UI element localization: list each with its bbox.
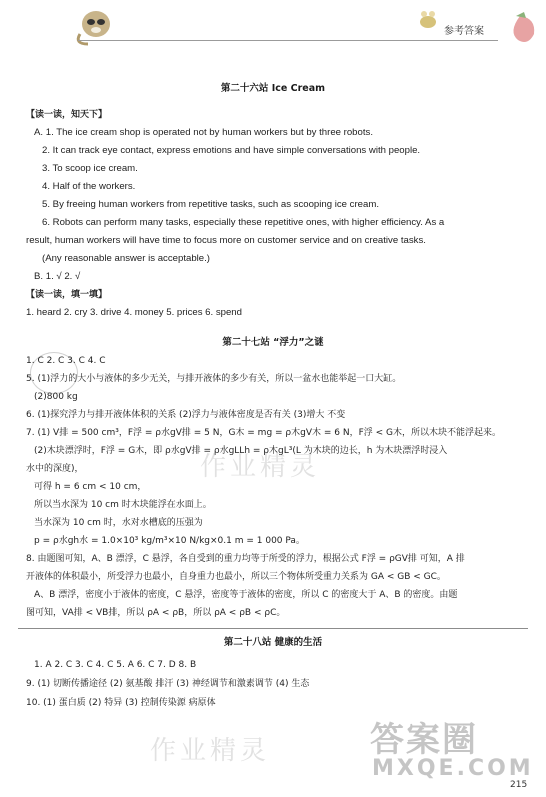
bottom-watermark: 作业精灵 <box>150 736 271 766</box>
s27-line-1: 1. C 2. C 3. C 4. C <box>26 356 106 366</box>
s27-line-6: (2)木块漂浮时，F浮 = G木，即 ρ水gV排 = ρ水gLLh = ρ木gL³(L 为木块的边长，h 为木块漂浮时浸入 <box>34 446 448 456</box>
corner-logo-bottom: MXQE.COM <box>372 756 534 781</box>
s27-line-14: A、B 漂浮，密度小于液体的密度，C 悬浮，密度等于液体的密度，所以 C 的密度大于 A、B 的密度。由题 <box>34 590 458 600</box>
section-28-title: 第二十八站 健康的生活 <box>223 637 323 648</box>
answer-a-2: 2. It can track eye contact, express emotions and have simple conversations with people. <box>42 145 421 156</box>
strawberry-icon <box>513 12 534 42</box>
s28-line-1: 1. A 2. C 3. C 4. C 5. A 6. C 7. D 8. B <box>34 660 197 670</box>
answer-a-1: A. 1. The ice cream shop is operated not by human workers but by three robots. <box>34 127 373 138</box>
s28-line-3: 10. (1) 蛋白质 (2) 特异 (3) 控制传染源 病原体 <box>26 698 216 708</box>
section-divider <box>18 628 528 629</box>
s27-line-9: 所以当水深为 10 cm 时木块能浮在水面上。 <box>34 500 212 510</box>
page-number: 215 <box>510 780 528 790</box>
s27-line-15: 图可知，VA排 < VB排，所以 ρA < ρB，所以 ρA < ρB < ρC。 <box>26 608 286 618</box>
s27-line-2: 5. (1)浮力的大小与液体的多少无关，与排开液体的多少有关，所以一盆水也能举起一口大缸。 <box>26 374 402 384</box>
answer-a-4: 4. Half of the workers. <box>42 181 136 192</box>
corner-logo-top: 答案圈 <box>370 720 478 760</box>
center-watermark: 作业精灵 <box>200 452 321 482</box>
answer-a-note: (Any reasonable answer is acceptable.) <box>42 253 210 264</box>
section-26-title: 第二十六站 Ice Cream <box>220 83 326 94</box>
s27-line-4: 6. (1)探究浮力与排开液体体积的关系 (2)浮力与液体密度是否有关 (3)增大 不变 <box>26 410 346 420</box>
section-27-title: 第二十七站 “浮力”之谜 <box>222 337 324 348</box>
header-title: 参考答案 <box>444 26 484 37</box>
bee-icon <box>420 11 436 28</box>
s27-line-12: 8. 由题图可知，A、B 漂浮，C 悬浮，各自受到的重力均等于所受的浮力，根据公式 F浮 = ρGV排 可知，A 排 <box>26 554 465 564</box>
s27-line-7: 水中的深度)， <box>26 464 84 474</box>
s28-line-2: 9. (1) 切断传播途径 (2) 氨基酸 排汗 (3) 神经调节和激素调节 (4) 生态 <box>26 679 310 689</box>
s27-line-8: 可得 h = 6 cm < 10 cm， <box>34 482 147 492</box>
s27-line-5: 7. (1) V排 = 500 cm³，F浮 = ρ水gV排 = 5 N，G木 = mg = ρ木gV木 = 6 N，F浮 < G木，所以木块不能浮起来。 <box>26 428 502 438</box>
answer-b: B. 1. √ 2. √ <box>34 271 81 282</box>
answer-a-6: 6. Robots can perform many tasks, especially these repetitive ones, with higher efficiency. As a <box>42 217 445 228</box>
answer-a-3: 3. To scoop ice cream. <box>42 163 138 174</box>
page-header <box>0 0 546 48</box>
answer-a-5: 5. By freeing human workers from repetitive tasks, such as scooping ice cream. <box>42 199 379 210</box>
s27-line-11: p = ρ水gh水 = 1.0×10³ kg/m³×10 N/kg×0.1 m = 1 000 Pa。 <box>34 536 305 546</box>
read-heading: 【读一读，知天下】 <box>26 110 108 120</box>
header-rule <box>78 40 498 41</box>
fill-heading: 【读一读，填一填】 <box>26 290 108 300</box>
fill-answers: 1. heard 2. cry 3. drive 4. money 5. prices 6. spend <box>26 307 242 318</box>
answer-a-6-cont: result, human workers will have time to focus more on customer service and on creative tasks. <box>26 235 426 246</box>
s27-line-3: (2)800 kg <box>34 392 78 402</box>
s27-line-13: 开液体的体积最小，所受浮力也最小，自身重力也最小，所以三个物体所受重力关系为 GA < GB < GC。 <box>26 572 446 582</box>
s27-line-10: 当水深为 10 cm 时，水对水槽底的压强为 <box>34 518 203 528</box>
